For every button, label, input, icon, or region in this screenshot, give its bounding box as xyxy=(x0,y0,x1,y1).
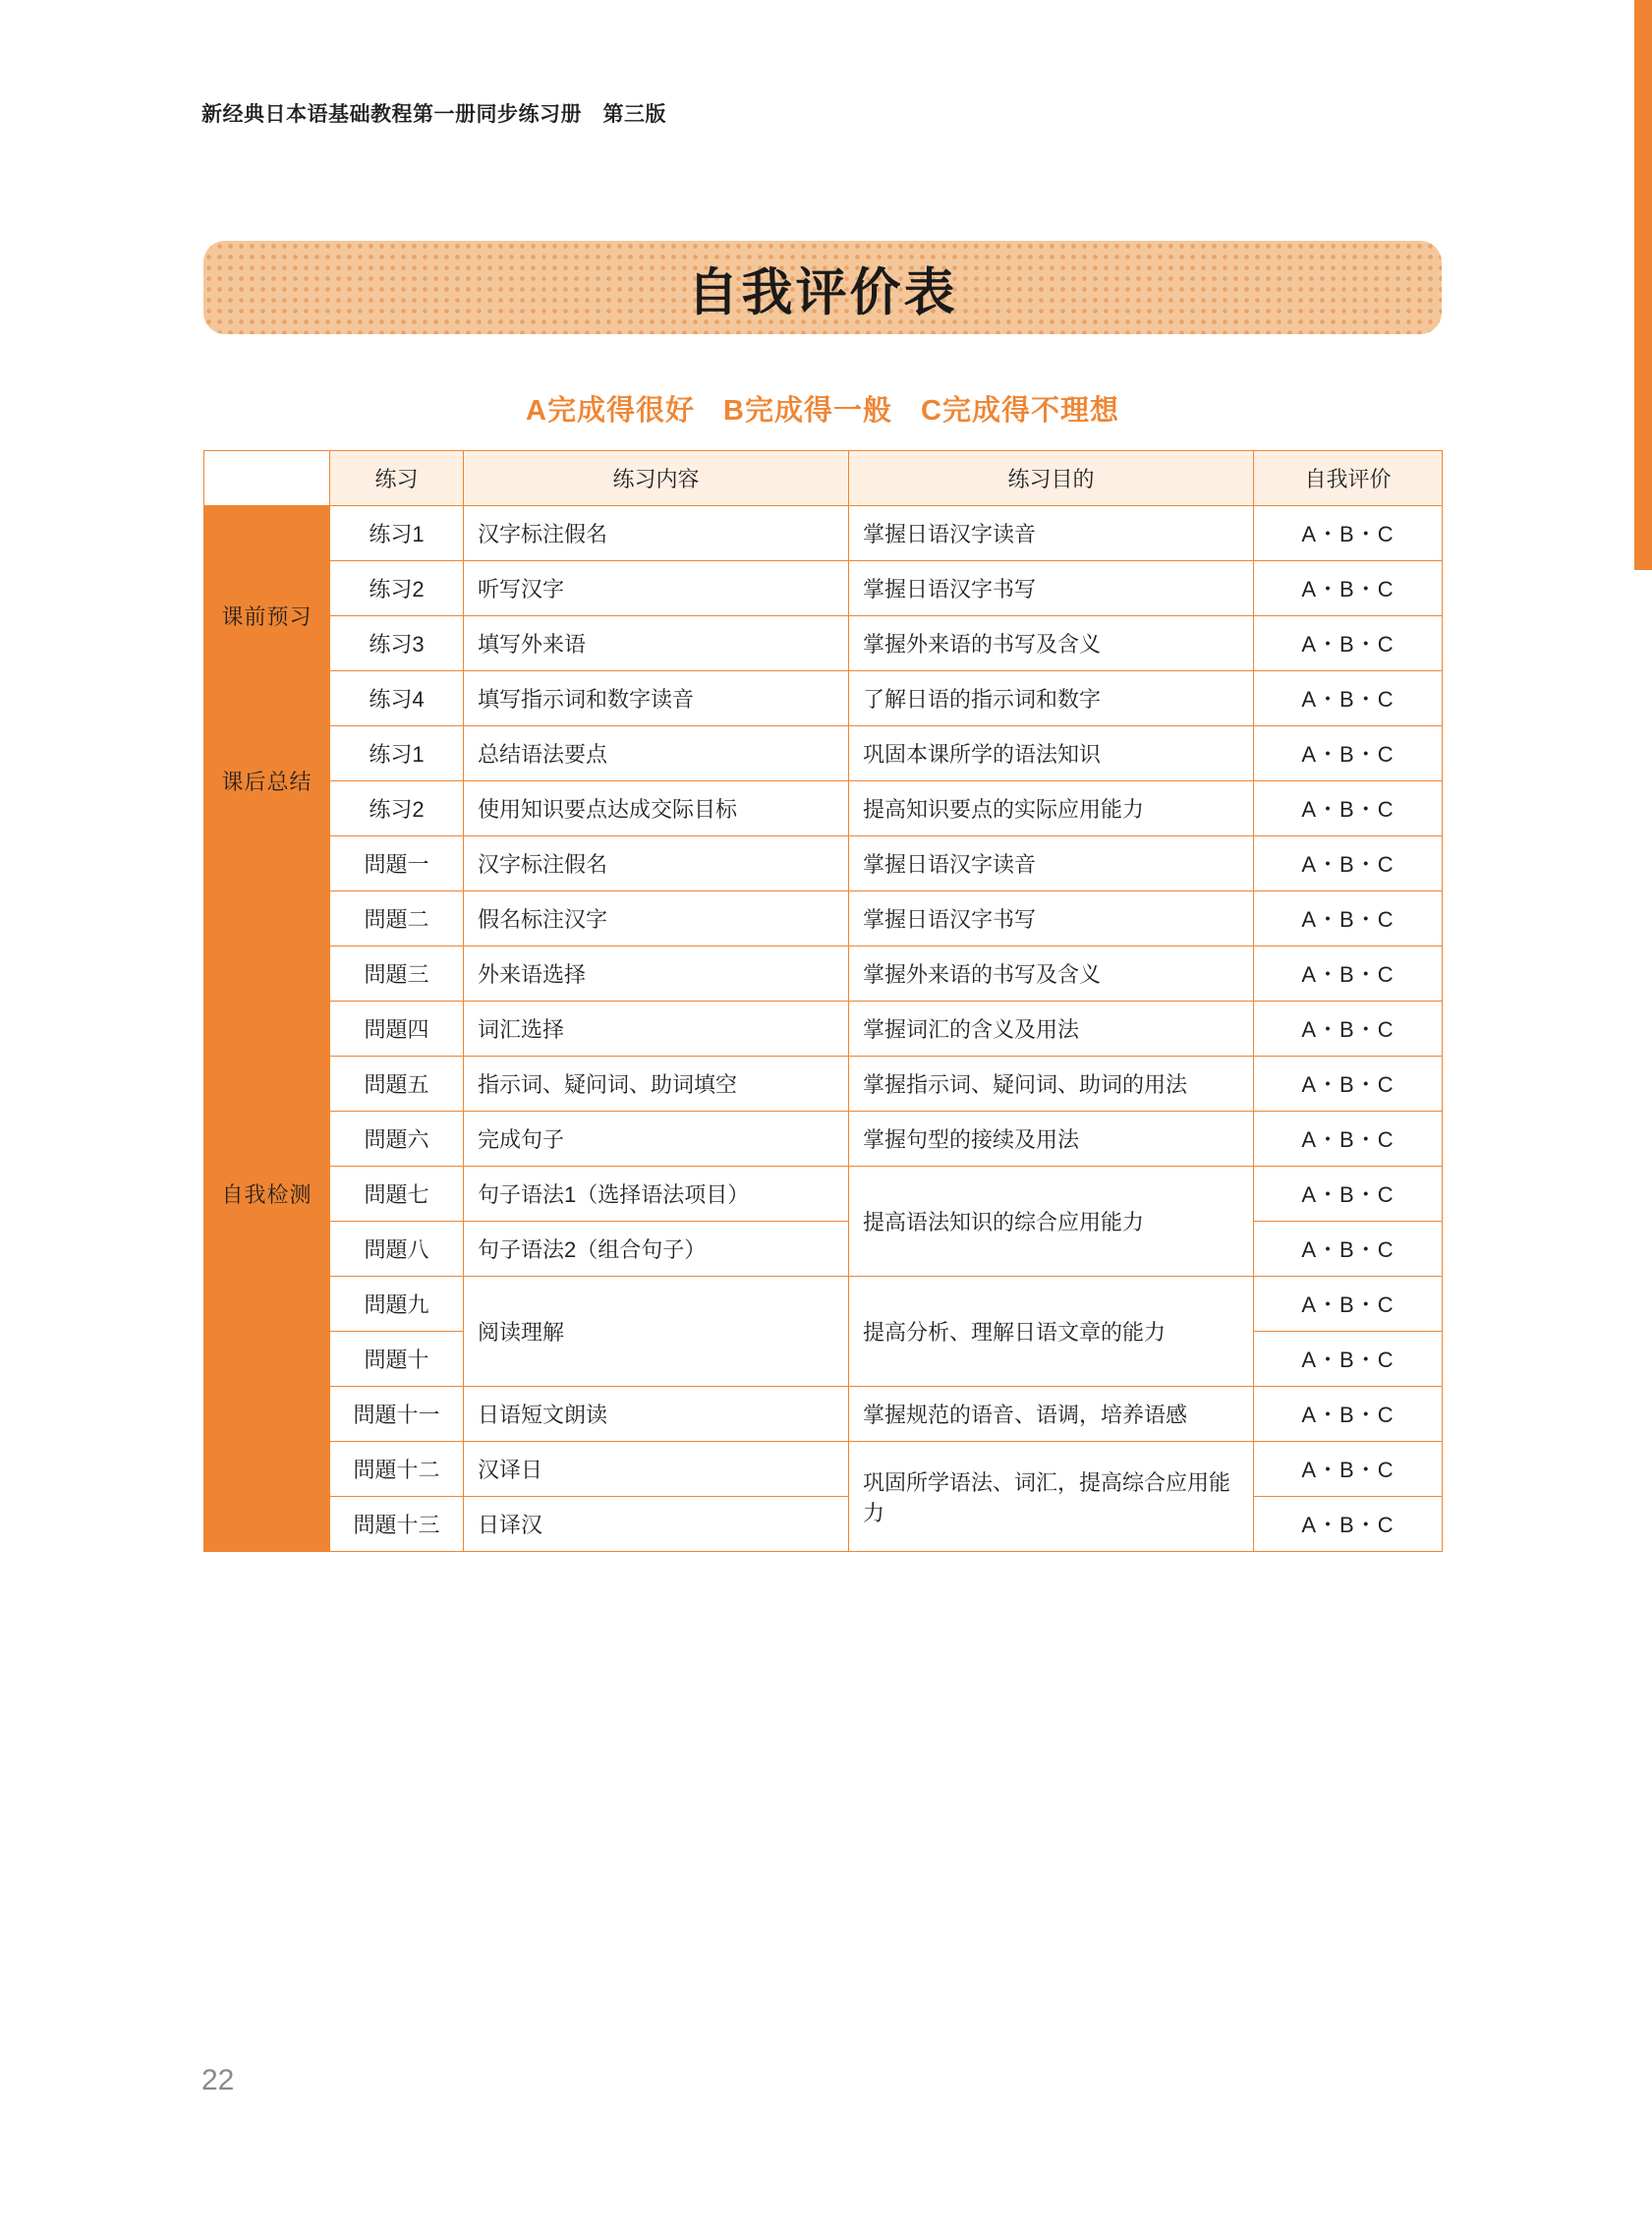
grade-cell[interactable]: A・B・C xyxy=(1254,1167,1443,1222)
exercise-purpose: 掌握外来语的书写及含义 xyxy=(849,946,1254,1002)
grade-cell[interactable]: A・B・C xyxy=(1254,726,1443,781)
exercise-content: 汉字标注假名 xyxy=(464,836,849,891)
table-row xyxy=(204,616,1443,671)
grade-cell[interactable]: A・B・C xyxy=(1254,1277,1443,1332)
grade-cell[interactable]: A・B・C xyxy=(1254,1332,1443,1387)
grade-cell[interactable]: A・B・C xyxy=(1254,616,1443,671)
section-label-selftest: 自我检测 xyxy=(204,836,330,1552)
table-row xyxy=(204,726,1443,781)
grade-cell[interactable]: A・B・C xyxy=(1254,506,1443,561)
grade-cell[interactable]: A・B・C xyxy=(1254,1387,1443,1442)
exercise-purpose: 了解日语的指示词和数字 xyxy=(849,671,1254,726)
exercise-content: 句子语法1（选择语法项目） xyxy=(464,1167,849,1222)
grade-cell[interactable]: A・B・C xyxy=(1254,671,1443,726)
table-row xyxy=(204,1442,1443,1497)
exercise-content: 指示词、疑问词、助词填空 xyxy=(464,1057,849,1112)
banner xyxy=(203,241,1442,334)
legend-item-c: C完成得不理想 xyxy=(921,395,1119,427)
table-row xyxy=(204,836,1443,891)
exercise-name: 問題十三 xyxy=(330,1497,464,1552)
exercise-purpose: 掌握句型的接续及用法 xyxy=(849,1112,1254,1167)
exercise-content: 总结语法要点 xyxy=(464,726,849,781)
table-header-grade: 自我评价 xyxy=(1254,451,1443,506)
table-header-row xyxy=(204,451,1443,506)
table-row xyxy=(204,1222,1443,1277)
exercise-name: 問題六 xyxy=(330,1112,464,1167)
exercise-purpose: 巩固本课所学的语法知识 xyxy=(849,726,1254,781)
grade-cell[interactable]: A・B・C xyxy=(1254,1442,1443,1497)
exercise-name: 問題十二 xyxy=(330,1442,464,1497)
exercise-content: 填写外来语 xyxy=(464,616,849,671)
exercise-content: 填写指示词和数字读音 xyxy=(464,671,849,726)
exercise-name: 問題五 xyxy=(330,1057,464,1112)
grade-cell[interactable]: A・B・C xyxy=(1254,1497,1443,1552)
exercise-content: 阅读理解 xyxy=(464,1277,849,1387)
table-header-exercise: 练习 xyxy=(330,451,464,506)
exercise-purpose: 提高分析、理解日语文章的能力 xyxy=(849,1277,1254,1387)
exercise-content: 假名标注汉字 xyxy=(464,891,849,946)
grade-cell[interactable]: A・B・C xyxy=(1254,836,1443,891)
page-title: 自我评价表 xyxy=(687,264,958,321)
table-header-content: 练习内容 xyxy=(464,451,849,506)
exercise-content: 外来语选择 xyxy=(464,946,849,1002)
exercise-name: 問題三 xyxy=(330,946,464,1002)
exercise-purpose: 掌握词汇的含义及用法 xyxy=(849,1002,1254,1057)
grade-cell[interactable]: A・B・C xyxy=(1254,1112,1443,1167)
exercise-content: 日译汉 xyxy=(464,1497,849,1552)
table-row xyxy=(204,1112,1443,1167)
table-row xyxy=(204,781,1443,836)
grade-cell[interactable]: A・B・C xyxy=(1254,946,1443,1002)
grade-cell[interactable]: A・B・C xyxy=(1254,1002,1443,1057)
grade-cell[interactable]: A・B・C xyxy=(1254,1222,1443,1277)
exercise-content: 听写汉字 xyxy=(464,561,849,616)
exercise-content: 完成句子 xyxy=(464,1112,849,1167)
table-row xyxy=(204,671,1443,726)
legend-item-a: A完成得很好 xyxy=(526,395,695,427)
exercise-name: 問題九 xyxy=(330,1277,464,1332)
table-header-purpose: 练习目的 xyxy=(849,451,1254,506)
page-edge-bar xyxy=(1634,0,1652,570)
exercise-purpose: 掌握指示词、疑问词、助词的用法 xyxy=(849,1057,1254,1112)
exercise-purpose: 掌握规范的语音、语调，培养语感 xyxy=(849,1387,1254,1442)
table-row xyxy=(204,1002,1443,1057)
exercise-name: 問題一 xyxy=(330,836,464,891)
table-row xyxy=(204,891,1443,946)
exercise-name: 問題八 xyxy=(330,1222,464,1277)
table-row xyxy=(204,1387,1443,1442)
exercise-content: 句子语法2（组合句子） xyxy=(464,1222,849,1277)
table-row xyxy=(204,1277,1443,1332)
exercise-purpose: 掌握日语汉字书写 xyxy=(849,891,1254,946)
exercise-purpose: 掌握日语汉字书写 xyxy=(849,561,1254,616)
exercise-purpose: 掌握日语汉字读音 xyxy=(849,836,1254,891)
exercise-name: 练习4 xyxy=(330,671,464,726)
table-row xyxy=(204,506,1443,561)
page-number: 22 xyxy=(201,2064,235,2096)
exercise-name: 問題二 xyxy=(330,891,464,946)
exercise-content: 日语短文朗读 xyxy=(464,1387,849,1442)
exercise-purpose: 掌握外来语的书写及含义 xyxy=(849,616,1254,671)
exercise-name: 問題十一 xyxy=(330,1387,464,1442)
exercise-name: 练习2 xyxy=(330,561,464,616)
exercise-name: 练习1 xyxy=(330,506,464,561)
exercise-name: 問題七 xyxy=(330,1167,464,1222)
table-row xyxy=(204,946,1443,1002)
exercise-purpose: 巩固所学语法、词汇，提高综合应用能力 xyxy=(849,1442,1254,1552)
exercise-purpose: 提高知识要点的实际应用能力 xyxy=(849,781,1254,836)
section-label-summary: 课后总结 xyxy=(204,726,330,836)
grade-cell[interactable]: A・B・C xyxy=(1254,561,1443,616)
table-row xyxy=(204,561,1443,616)
exercise-content: 词汇选择 xyxy=(464,1002,849,1057)
exercise-content: 汉字标注假名 xyxy=(464,506,849,561)
exercise-name: 练习3 xyxy=(330,616,464,671)
table-row xyxy=(204,1057,1443,1112)
exercise-name: 問題四 xyxy=(330,1002,464,1057)
grade-cell[interactable]: A・B・C xyxy=(1254,891,1443,946)
legend-item-b: B完成得一般 xyxy=(723,395,892,427)
exercise-name: 問題十 xyxy=(330,1332,464,1387)
grade-cell[interactable]: A・B・C xyxy=(1254,781,1443,836)
exercise-content: 汉译日 xyxy=(464,1442,849,1497)
exercise-purpose: 掌握日语汉字读音 xyxy=(849,506,1254,561)
exercise-content: 使用知识要点达成交际目标 xyxy=(464,781,849,836)
exercise-purpose: 提高语法知识的综合应用能力 xyxy=(849,1167,1254,1277)
self-evaluation-table xyxy=(203,450,1443,1552)
exercise-name: 练习2 xyxy=(330,781,464,836)
table-row xyxy=(204,1167,1443,1222)
section-label-preview: 课前预习 xyxy=(204,506,330,726)
grade-cell[interactable]: A・B・C xyxy=(1254,1057,1443,1112)
table-header-corner xyxy=(204,451,330,506)
grade-legend xyxy=(203,388,1442,429)
table-row xyxy=(204,1497,1443,1552)
exercise-name: 练习1 xyxy=(330,726,464,781)
running-head: 新经典日本语基础教程第一册同步练习册 第三版 xyxy=(201,103,666,126)
